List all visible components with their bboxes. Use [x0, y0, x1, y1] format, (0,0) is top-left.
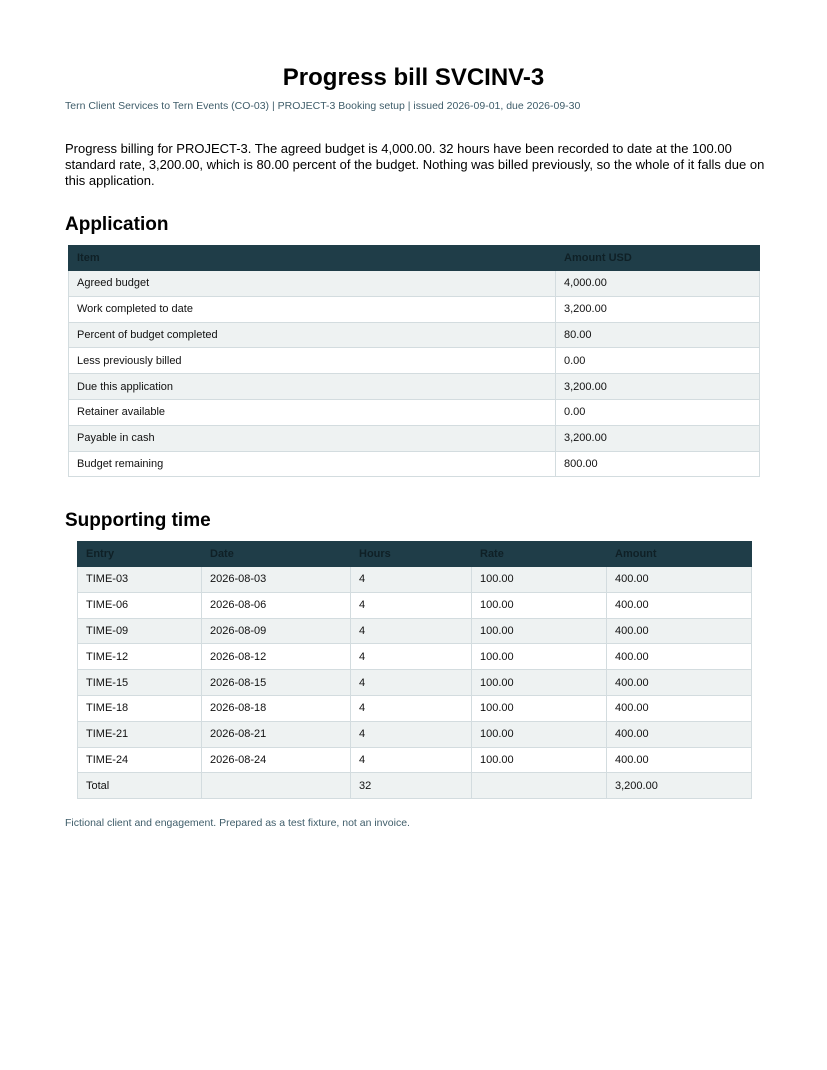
- amount-cell: 400.00: [607, 592, 752, 618]
- total-amount: 3,200.00: [607, 773, 752, 799]
- column-header-amount: Amount: [607, 542, 752, 567]
- rate-cell: 100.00: [472, 618, 607, 644]
- row-amount: 80.00: [556, 322, 760, 348]
- table-row: [69, 425, 760, 451]
- table-row: [69, 348, 760, 374]
- table-header-row: [78, 542, 752, 567]
- table-row: [78, 670, 752, 696]
- column-header-rate: Rate: [472, 542, 607, 567]
- entry-cell: TIME-18: [78, 695, 202, 721]
- row-item: Work completed to date: [69, 296, 556, 322]
- table-row: [78, 721, 752, 747]
- column-header-amount: Amount USD: [556, 246, 760, 271]
- amount-cell: 400.00: [607, 747, 752, 773]
- amount-cell: 400.00: [607, 721, 752, 747]
- supporting-time-table: [77, 541, 752, 799]
- column-header-entry: Entry: [78, 542, 202, 567]
- row-amount: 800.00: [556, 451, 760, 477]
- hours-cell: 4: [351, 592, 472, 618]
- hours-cell: 4: [351, 670, 472, 696]
- entry-cell: TIME-03: [78, 567, 202, 593]
- row-amount: 0.00: [556, 348, 760, 374]
- total-label: Total: [78, 773, 202, 799]
- date-cell: 2026-08-06: [202, 592, 351, 618]
- entry-cell: TIME-15: [78, 670, 202, 696]
- rate-cell: 100.00: [472, 644, 607, 670]
- application-heading: Application: [65, 214, 169, 235]
- amount-cell: 400.00: [607, 695, 752, 721]
- table-row: [69, 374, 760, 400]
- date-cell: 2026-08-09: [202, 618, 351, 644]
- total-date-cell: [202, 773, 351, 799]
- amount-cell: 400.00: [607, 644, 752, 670]
- date-cell: 2026-08-24: [202, 747, 351, 773]
- hours-cell: 4: [351, 721, 472, 747]
- row-item: Payable in cash: [69, 425, 556, 451]
- intro-paragraph: Progress billing for PROJECT-3. The agreed budget is 4,000.00. 32 hours have been recorded to date at the 100.00 standard rate, 3,200.00, which is 80.00 percent of the budget. Nothing was billed previously, so the whole of it falls due on this application.: [65, 141, 765, 188]
- table-row: [78, 567, 752, 593]
- page-title: Progress bill SVCINV-3: [282, 64, 545, 91]
- hours-cell: 4: [351, 618, 472, 644]
- table-row: [69, 271, 760, 297]
- table-row: [78, 747, 752, 773]
- row-amount: 4,000.00: [556, 271, 760, 297]
- row-item: Percent of budget completed: [69, 322, 556, 348]
- footnote: Fictional client and engagement. Prepared as a test fixture, not an invoice.: [65, 817, 410, 829]
- table-row: [78, 618, 752, 644]
- hours-cell: 4: [351, 644, 472, 670]
- hours-cell: 4: [351, 695, 472, 721]
- entry-cell: TIME-06: [78, 592, 202, 618]
- table-header-row: [69, 246, 760, 271]
- entry-cell: TIME-09: [78, 618, 202, 644]
- entry-cell: TIME-24: [78, 747, 202, 773]
- entry-cell: TIME-21: [78, 721, 202, 747]
- total-row: [78, 773, 752, 799]
- entry-cell: TIME-12: [78, 644, 202, 670]
- amount-cell: 400.00: [607, 567, 752, 593]
- date-cell: 2026-08-21: [202, 721, 351, 747]
- row-item: Less previously billed: [69, 348, 556, 374]
- table-row: [69, 322, 760, 348]
- row-amount: 0.00: [556, 399, 760, 425]
- table-row: [69, 451, 760, 477]
- amount-cell: 400.00: [607, 618, 752, 644]
- hours-cell: 4: [351, 567, 472, 593]
- date-cell: 2026-08-12: [202, 644, 351, 670]
- row-item: Retainer available: [69, 399, 556, 425]
- amount-cell: 400.00: [607, 670, 752, 696]
- column-header-item: Item: [69, 246, 556, 271]
- table-row: [78, 695, 752, 721]
- row-item: Budget remaining: [69, 451, 556, 477]
- table-row: [78, 592, 752, 618]
- table-row: [69, 296, 760, 322]
- total-hours: 32: [351, 773, 472, 799]
- table-row: [78, 644, 752, 670]
- row-amount: 3,200.00: [556, 296, 760, 322]
- date-cell: 2026-08-15: [202, 670, 351, 696]
- supporting-time-heading: Supporting time: [65, 510, 211, 531]
- rate-cell: 100.00: [472, 721, 607, 747]
- rate-cell: 100.00: [472, 567, 607, 593]
- rate-cell: 100.00: [472, 695, 607, 721]
- rate-cell: 100.00: [472, 747, 607, 773]
- row-item: Agreed budget: [69, 271, 556, 297]
- total-rate-cell: [472, 773, 607, 799]
- date-cell: 2026-08-03: [202, 567, 351, 593]
- bill-meta-line: Tern Client Services to Tern Events (CO-03) | PROJECT-3 Booking setup | issued 2026-09-01, due 2026-09-30: [65, 100, 581, 112]
- table-row: [69, 399, 760, 425]
- rate-cell: 100.00: [472, 592, 607, 618]
- column-header-hours: Hours: [351, 542, 472, 567]
- row-amount: 3,200.00: [556, 374, 760, 400]
- date-cell: 2026-08-18: [202, 695, 351, 721]
- column-header-date: Date: [202, 542, 351, 567]
- row-item: Due this application: [69, 374, 556, 400]
- row-amount: 3,200.00: [556, 425, 760, 451]
- application-table: [68, 245, 760, 477]
- hours-cell: 4: [351, 747, 472, 773]
- rate-cell: 100.00: [472, 670, 607, 696]
